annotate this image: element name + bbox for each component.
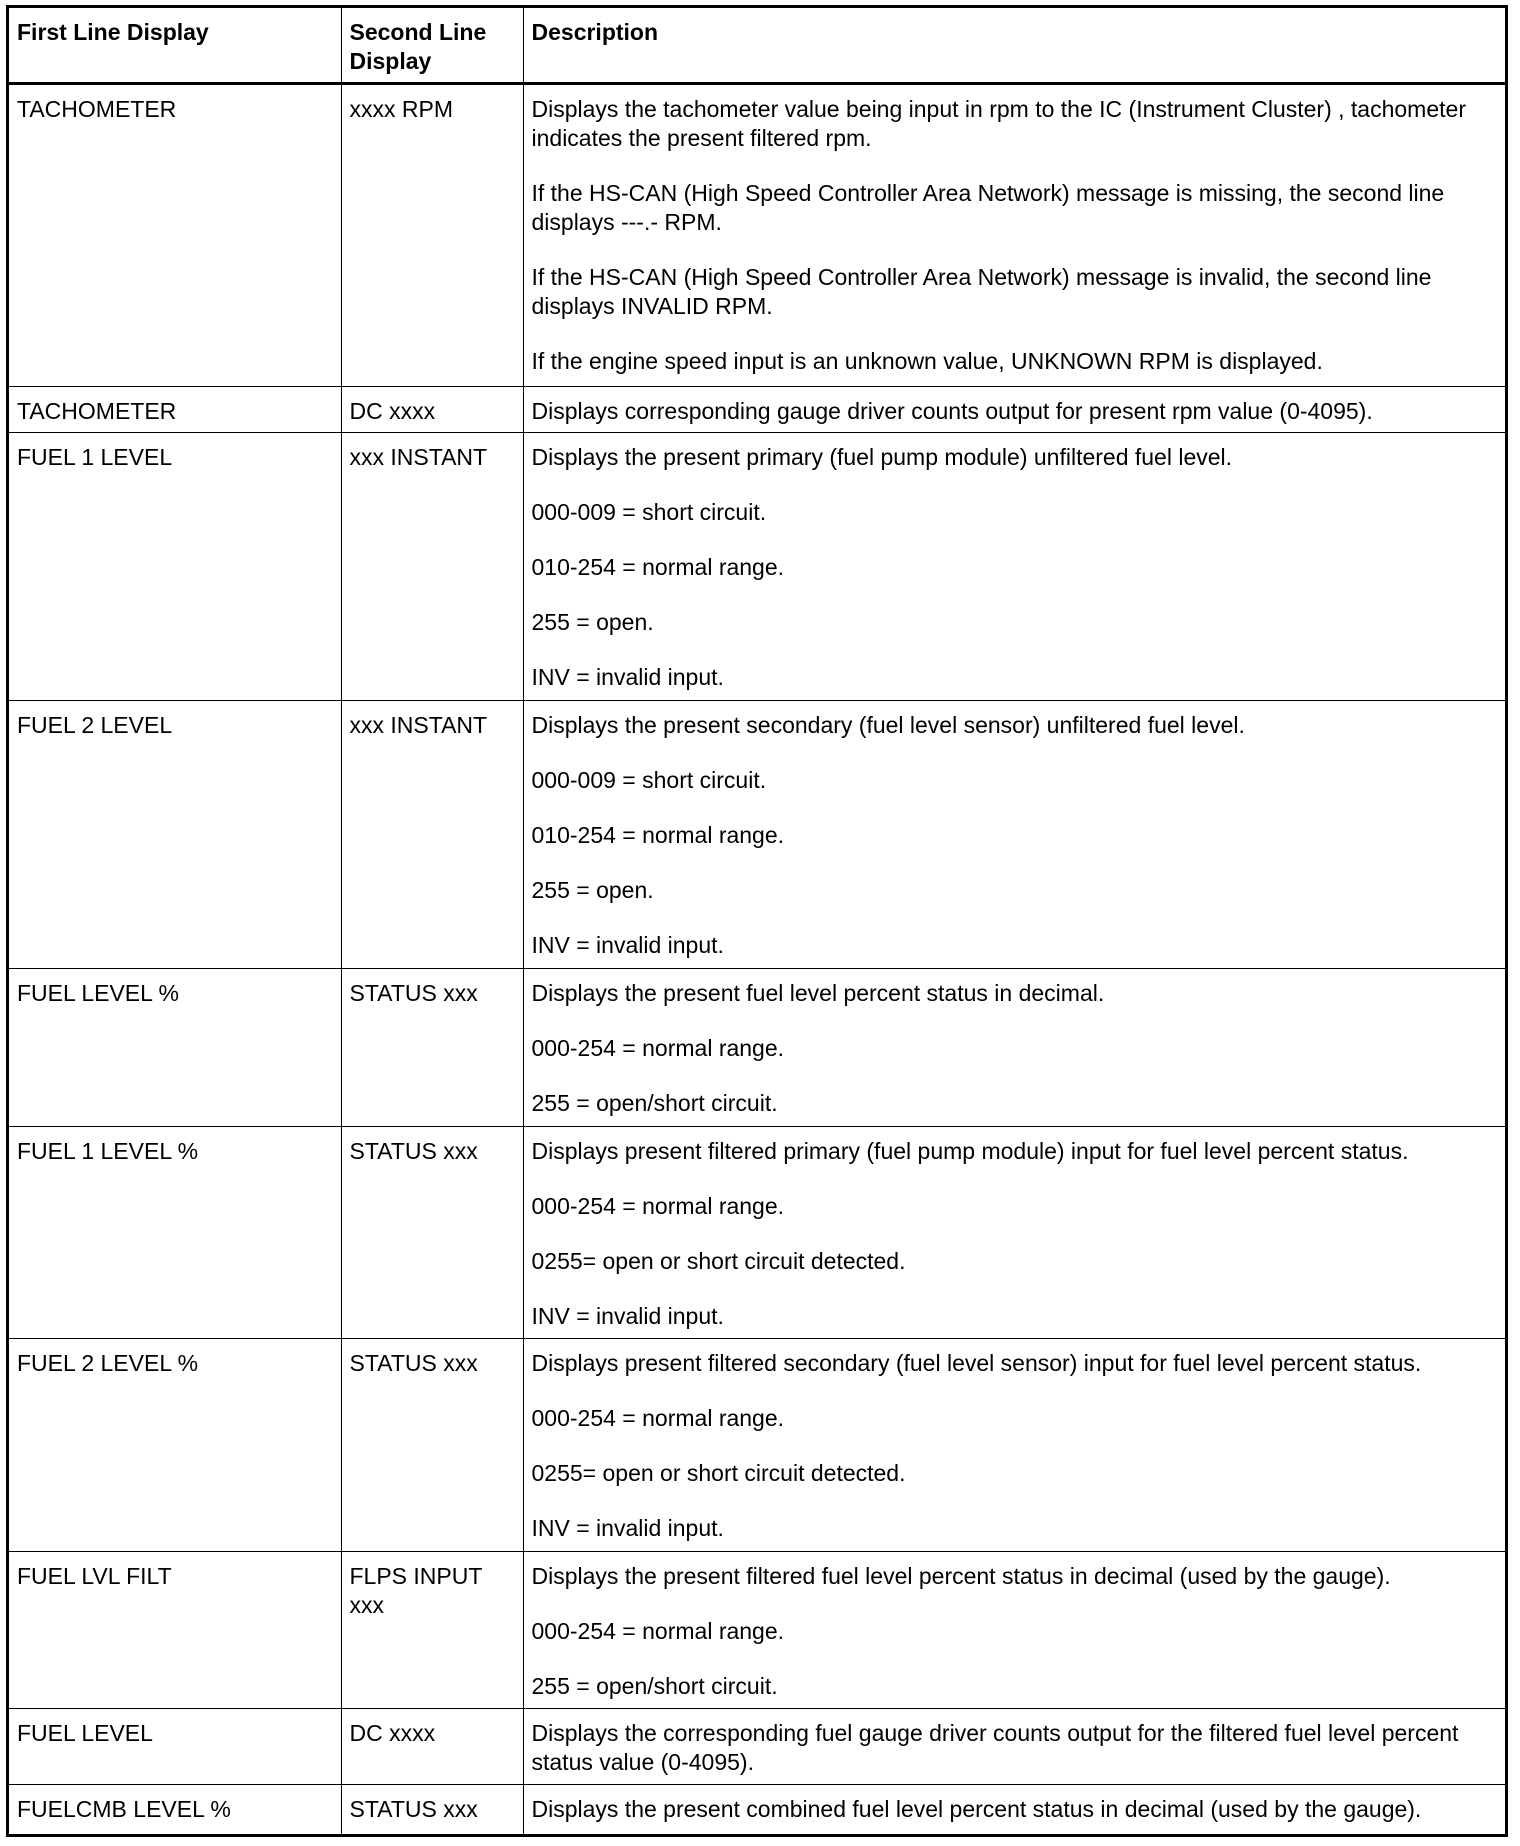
second-line-display-cell: FLPS INPUT xxx [341, 1552, 523, 1709]
first-line-display-cell: FUEL 1 LEVEL % [9, 1126, 341, 1339]
header-first-line-display: First Line Display [9, 8, 341, 84]
header-description: Description [523, 8, 1505, 84]
first-line-display-cell: FUEL 2 LEVEL [9, 701, 341, 969]
description-cell [523, 701, 1505, 969]
description-cell [523, 432, 1505, 700]
description-cell [523, 1709, 1505, 1785]
description-line: 000-254 = normal range. [531, 1405, 785, 1432]
first-line-display-cell: FUELCMB LEVEL % [9, 1785, 341, 1834]
table-row [9, 1709, 1505, 1785]
first-line-display-cell: FUEL LEVEL [9, 1709, 341, 1785]
second-line-display-cell: xxxx RPM [341, 84, 523, 387]
description-line: Displays the present primary (fuel pump module) unfiltered fuel level. [531, 443, 1233, 470]
table-body [9, 84, 1505, 1835]
description-line: 000-254 = normal range. [531, 1192, 785, 1219]
description-line: INV = invalid input. [531, 1515, 724, 1542]
description-line: Displays corresponding gauge driver counts output for present rpm value (0-4095). [531, 397, 1373, 424]
description-line: Displays the present fuel level percent status in decimal. [531, 980, 1105, 1007]
first-line-display-cell: FUEL LVL FILT [9, 1552, 341, 1709]
description-line: Displays the present secondary (fuel level sensor) unfiltered fuel level. [531, 712, 1245, 739]
first-line-display-cell: FUEL 1 LEVEL [9, 432, 341, 700]
description-line: 0255= open or short circuit detected. [531, 1460, 906, 1487]
second-line-display-cell: STATUS xxx [341, 1339, 523, 1552]
description-cell [523, 1339, 1505, 1552]
table-row [9, 1126, 1505, 1339]
first-line-display-cell: FUEL LEVEL % [9, 969, 341, 1126]
second-line-display-cell: STATUS xxx [341, 1785, 523, 1834]
second-line-display-cell: DC xxxx [341, 386, 523, 432]
display-table-container [6, 5, 1508, 1837]
table-row [9, 1552, 1505, 1709]
description-line: 010-254 = normal range. [531, 553, 785, 580]
description-line: 010-254 = normal range. [531, 822, 785, 849]
second-line-display-cell: DC xxxx [341, 1709, 523, 1785]
second-line-display-cell: xxx INSTANT [341, 701, 523, 969]
description-line: 255 = open. [531, 877, 654, 904]
description-cell [523, 1552, 1505, 1709]
description-line: Displays the corresponding fuel gauge driver counts output for the filtered fuel level percent status value (0-4095). [531, 1720, 1459, 1776]
description-line: If the engine speed input is an unknown value, UNKNOWN RPM is displayed. [531, 348, 1323, 374]
description-line: 000-254 = normal range. [531, 1035, 785, 1062]
description-line: 255 = open/short circuit. [531, 1673, 778, 1700]
second-line-display-cell: STATUS xxx [341, 969, 523, 1126]
table-row [9, 969, 1505, 1126]
description-line: 255 = open. [531, 608, 654, 635]
description-line: If the HS-CAN (High Speed Controller Area Network) message is missing, the second line displays ---.- RPM. [531, 180, 1445, 235]
display-table [9, 8, 1505, 1834]
description-line: INV = invalid input. [531, 1302, 724, 1329]
table-row [9, 701, 1505, 969]
first-line-display-cell: TACHOMETER [9, 84, 341, 387]
description-line: If the HS-CAN (High Speed Controller Area Network) message is invalid, the second line displays INVALID RPM. [531, 264, 1432, 319]
table-row [9, 432, 1505, 700]
description-line: Displays present filtered primary (fuel pump module) input for fuel level percent status. [531, 1137, 1409, 1164]
second-line-display-cell: STATUS xxx [341, 1126, 523, 1339]
description-line: Displays the tachometer value being input in rpm to the IC (Instrument Cluster) , tachometer indicates the present filtered rpm. [531, 96, 1466, 151]
second-line-display-cell: xxx INSTANT [341, 432, 523, 700]
description-line: Displays present filtered secondary (fuel level sensor) input for fuel level percent status. [531, 1350, 1422, 1377]
description-line: Displays the present filtered fuel level percent status in decimal (used by the gauge). [531, 1563, 1391, 1590]
table-row [9, 1339, 1505, 1552]
description-line: 000-009 = short circuit. [531, 767, 767, 794]
description-line: Displays the present combined fuel level percent status in decimal (used by the gauge). [531, 1796, 1422, 1823]
description-cell [523, 969, 1505, 1126]
description-line: INV = invalid input. [531, 932, 724, 959]
description-line: 0255= open or short circuit detected. [531, 1247, 906, 1274]
description-cell [523, 1785, 1505, 1834]
description-cell [523, 386, 1505, 432]
first-line-display-cell: TACHOMETER [9, 386, 341, 432]
description-cell [523, 1126, 1505, 1339]
description-line: 000-009 = short circuit. [531, 498, 767, 525]
description-line: INV = invalid input. [531, 663, 724, 690]
description-line: 000-254 = normal range. [531, 1618, 785, 1645]
table-row [9, 84, 1505, 387]
table-row [9, 1785, 1505, 1834]
description-cell [523, 84, 1505, 387]
table-header-row [9, 8, 1505, 84]
header-second-line-display: Second Line Display [341, 8, 523, 84]
first-line-display-cell: FUEL 2 LEVEL % [9, 1339, 341, 1552]
table-row [9, 386, 1505, 432]
description-line: 255 = open/short circuit. [531, 1090, 778, 1117]
